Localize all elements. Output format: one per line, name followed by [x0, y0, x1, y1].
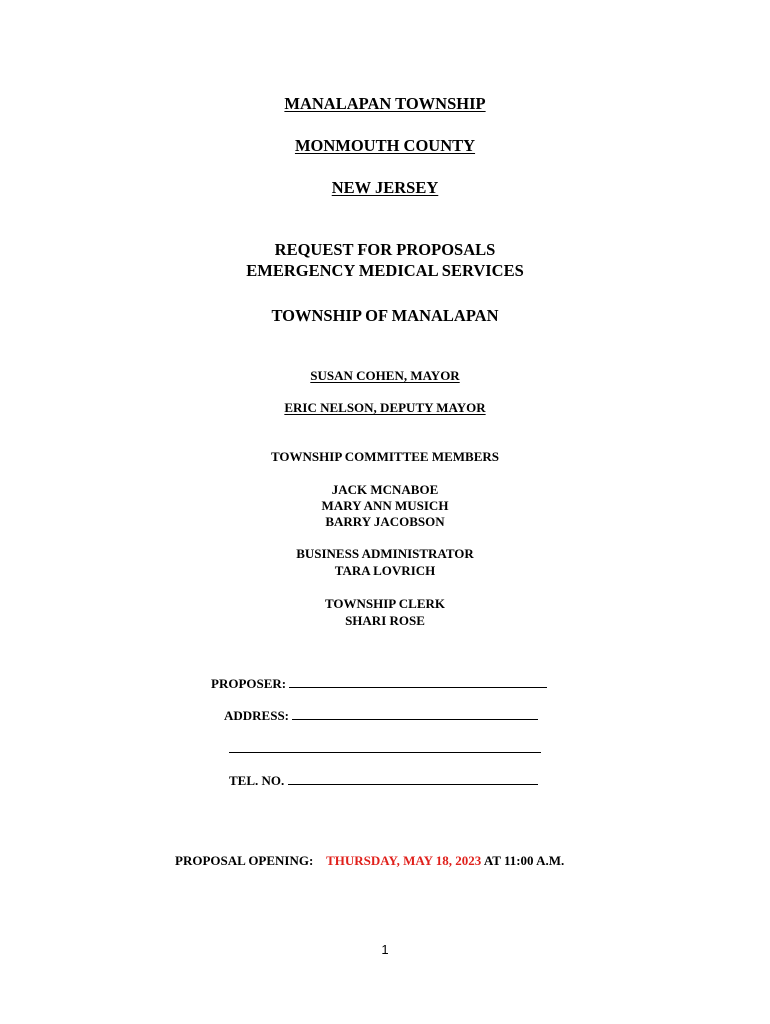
opening-label: PROPOSAL OPENING: — [175, 853, 314, 868]
tel-field[interactable] — [288, 773, 538, 785]
proposer-row — [211, 676, 547, 692]
address-row — [224, 708, 538, 724]
rfp-township: TOWNSHIP OF MANALAPAN — [271, 306, 499, 325]
proposer-field[interactable] — [289, 676, 547, 688]
opening-time: AT 11:00 A.M. — [483, 853, 565, 868]
page-number: 1 — [381, 942, 389, 957]
tel-label: TEL. NO. — [229, 773, 285, 788]
deputy-mayor-name: ERIC NELSON, DEPUTY MAYOR — [284, 400, 486, 415]
administrator-name: TARA LOVRICH — [334, 563, 436, 578]
committee-member: JACK MCNABOE — [331, 482, 439, 497]
township-heading: MANALAPAN TOWNSHIP — [284, 94, 486, 113]
rfp-subtitle: EMERGENCY MEDICAL SERVICES — [246, 261, 524, 280]
clerk-name: SHARI ROSE — [345, 613, 425, 628]
committee-member: BARRY JACOBSON — [325, 514, 445, 529]
address-field[interactable] — [292, 708, 538, 720]
tel-row — [229, 773, 538, 789]
proposal-opening — [175, 853, 564, 869]
clerk-heading: TOWNSHIP CLERK — [324, 596, 446, 611]
address-label: ADDRESS: — [224, 708, 290, 723]
opening-date: THURSDAY, MAY 18, 2023 — [326, 853, 482, 868]
committee-heading: TOWNSHIP COMMITTEE MEMBERS — [270, 449, 499, 464]
mayor-name: SUSAN COHEN, MAYOR — [310, 368, 460, 383]
address-line-2-row — [229, 741, 541, 757]
committee-member: MARY ANN MUSICH — [321, 498, 449, 513]
proposer-label: PROPOSER: — [211, 676, 287, 691]
county-heading: MONMOUTH COUNTY — [294, 136, 476, 155]
state-heading: NEW JERSEY — [331, 178, 439, 197]
administrator-heading: BUSINESS ADMINISTRATOR — [296, 546, 474, 561]
address-line-2-field[interactable] — [229, 741, 541, 753]
rfp-title: REQUEST FOR PROPOSALS — [274, 240, 496, 259]
